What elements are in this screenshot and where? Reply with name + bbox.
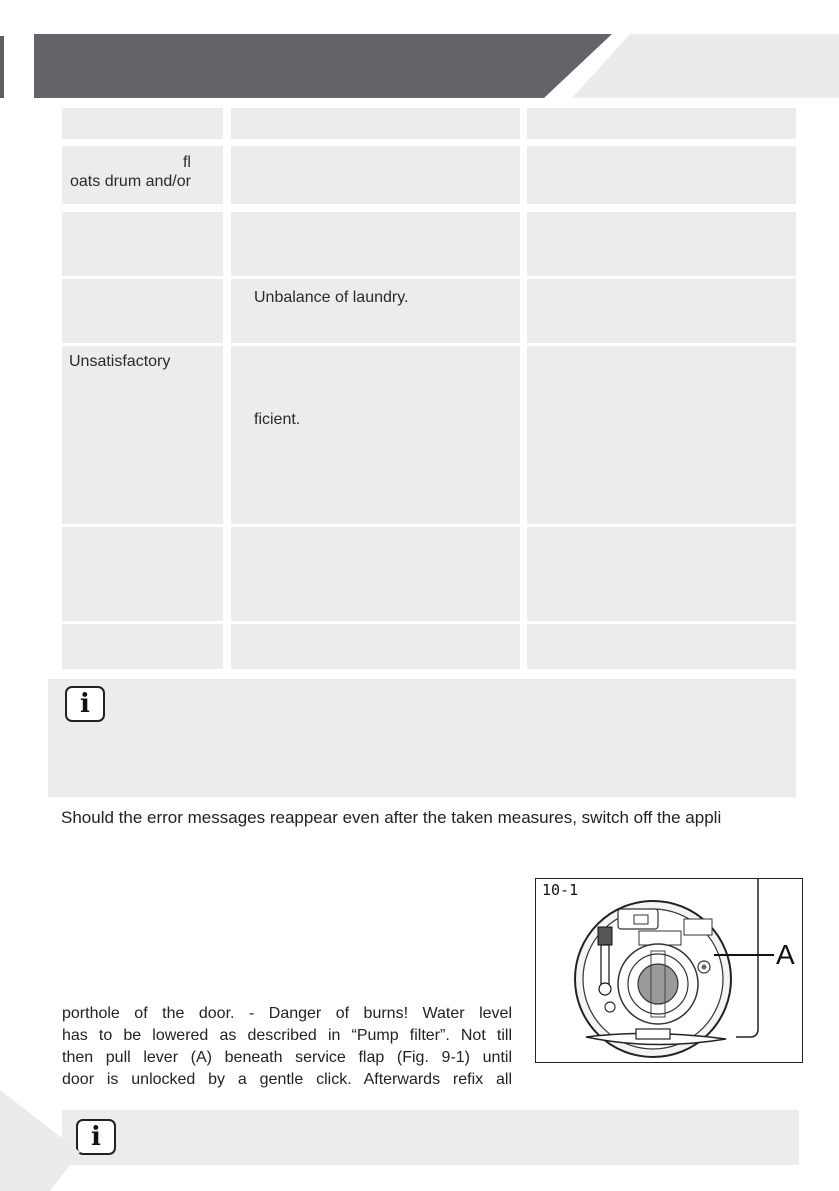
solution-cell [527,624,796,669]
figure-frame [535,878,803,1063]
solution-cell [527,346,796,524]
cause-cell [231,527,520,621]
solution-cell [527,279,796,343]
problem-cell-text: fl oats drum and/or [70,154,191,190]
info-icon: i [76,1119,116,1155]
cause-cell-text: ficient. [254,411,301,428]
table-row [62,346,223,524]
cause-cell [231,279,520,343]
figure-callout-a: A [776,939,795,970]
corner-decoration [0,1090,80,1191]
info-icon: i [65,686,105,722]
cause-cell [231,346,520,524]
paragraph-line: has to be lowered as described in “Pump filter”. Not till [62,1027,512,1044]
info-note [62,1110,799,1165]
paragraph-line: then pull lever (A) beneath service flap (Fig. 9-1) until [62,1049,512,1066]
error-messages-text: Should the error messages reappear even after the taken measures, switch off the appli [61,808,722,827]
door-emergency-paragraph [62,1003,512,1091]
paragraph-line: porthole of the door. - Danger of burns! Water level [62,1005,512,1022]
paragraph-line: door is unlocked by a gentle click. Afterwards refix all [62,1071,512,1088]
solution-cell [527,527,796,621]
cause-cell [231,212,520,276]
cause-cell-text: Unbalance of laundry. [254,289,409,306]
table-row [62,212,223,276]
door-mechanism-illustration [536,879,803,1063]
table-row [62,146,223,204]
header-bar [34,34,612,98]
figure-label: 10-1 [542,881,579,899]
solution-cell [527,146,796,204]
problem-cell-text: Unsatisfactory [69,353,171,370]
table-row [62,527,223,621]
cause-cell [231,146,520,204]
table-header-solution [527,108,796,139]
solution-cell [527,212,796,276]
page-edge-mark [0,36,4,98]
table-header-problem [62,108,223,139]
header-tab-shape [572,34,839,98]
table-row [62,279,223,343]
cause-cell [231,624,520,669]
info-note [48,679,796,797]
table-header-cause [231,108,520,139]
table-row [62,624,223,669]
